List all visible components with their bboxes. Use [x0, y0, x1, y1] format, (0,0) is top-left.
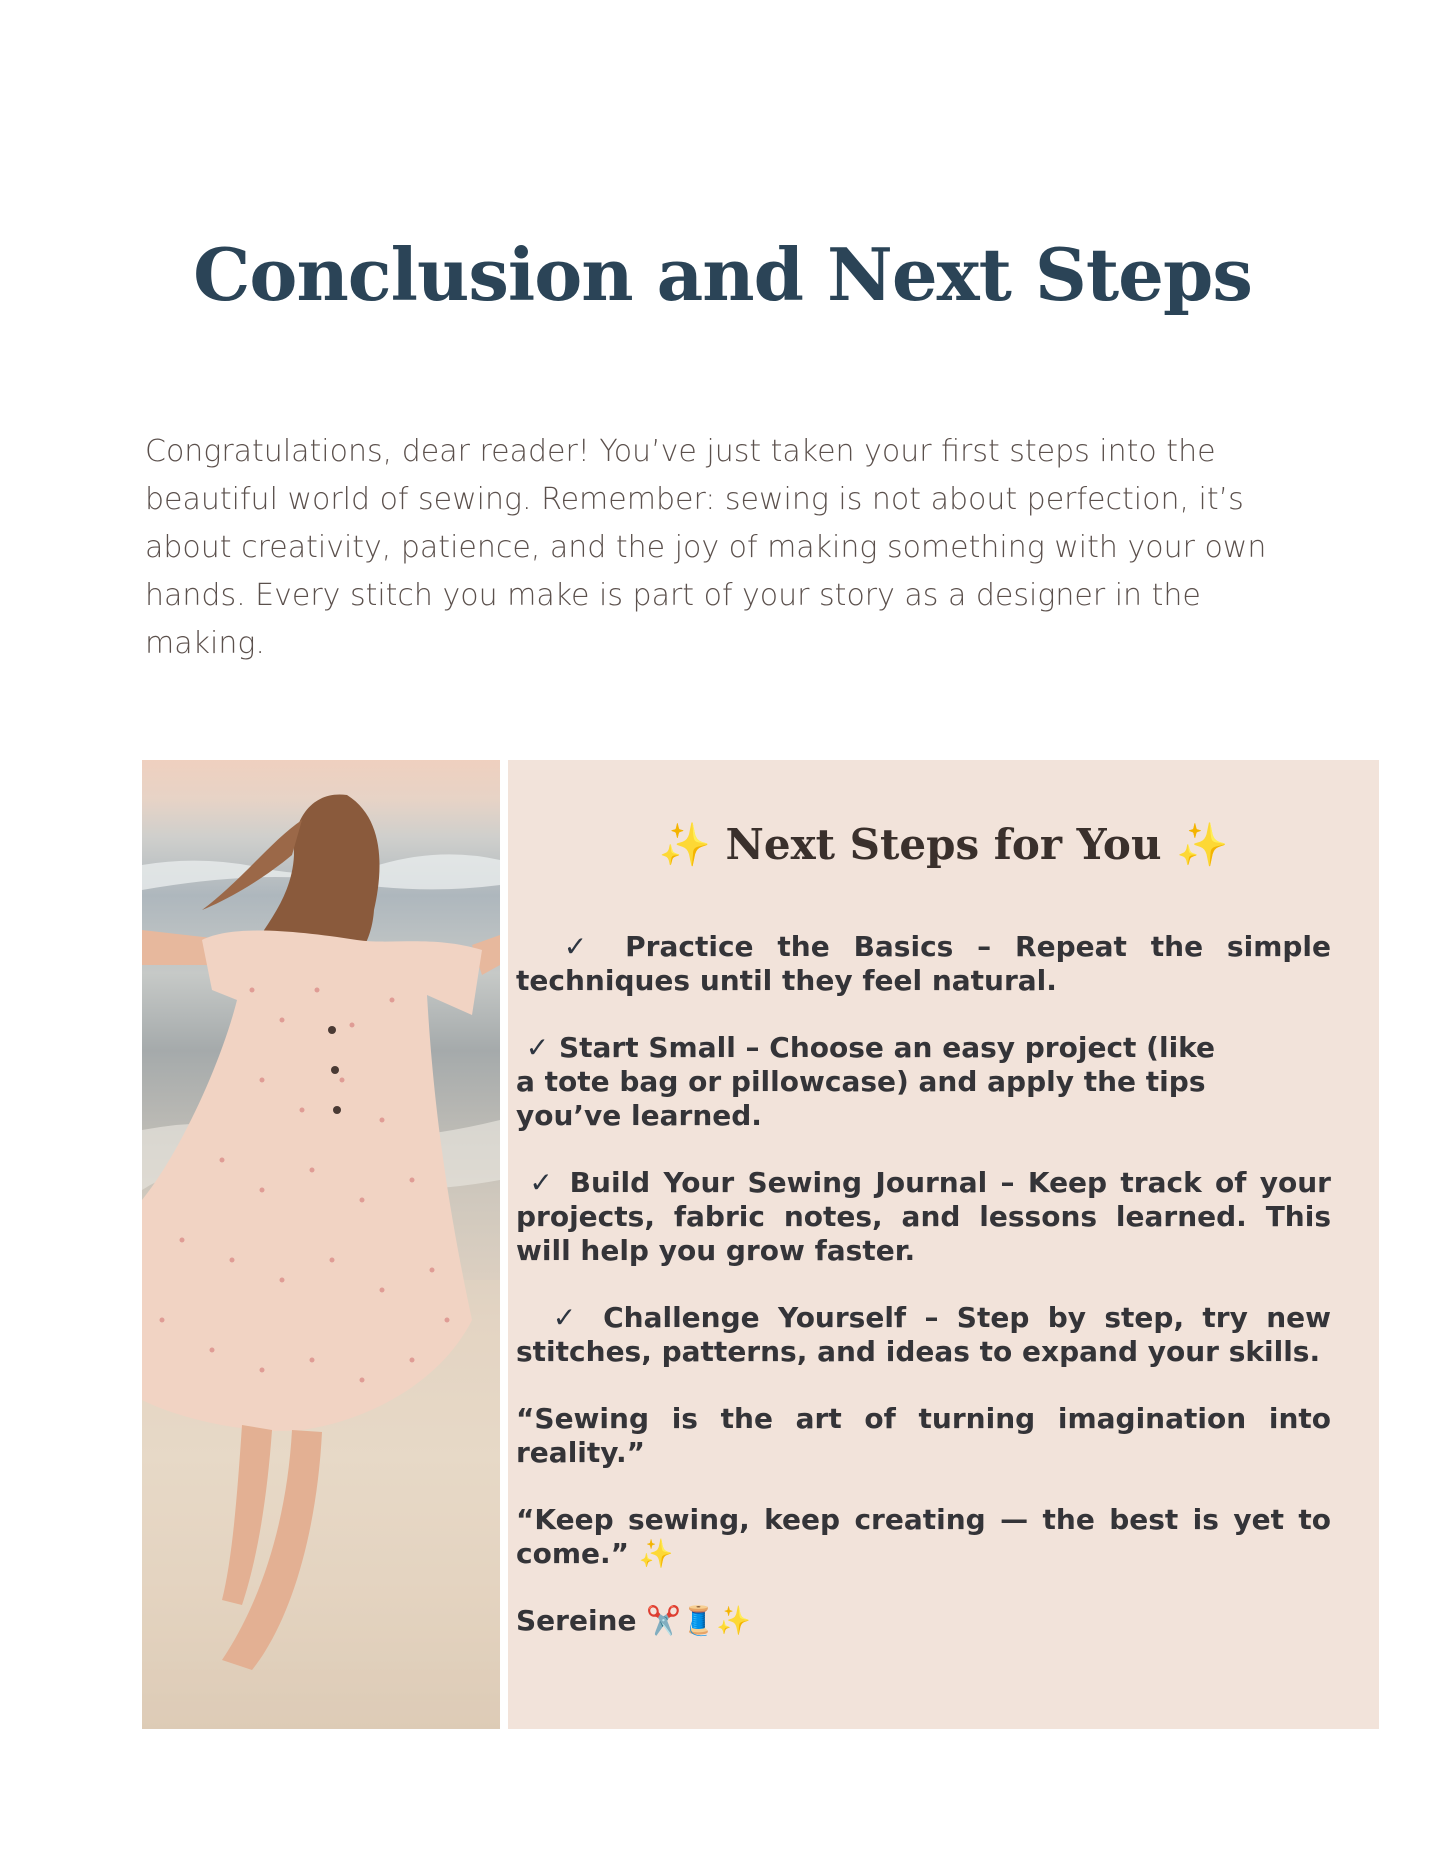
checkmark-icon: ✓ — [563, 930, 602, 963]
next-steps-heading-text: Next Steps for You — [725, 820, 1162, 869]
quote-keep-sewing: “Keep sewing, keep creating — the best is yet to come.” ✨ — [516, 1503, 1331, 1570]
signature: Sereine ✂️🧵✨ — [516, 1604, 751, 1637]
step-text: Practice the Basics – Repeat the simple techniques until they feel natural. — [516, 930, 1331, 997]
step-text: Challenge Yourself – Step by step, try new stitches, patterns, and ideas to expand your skills. — [516, 1301, 1332, 1368]
sparkles-icon: ✨ — [658, 820, 711, 869]
list-item — [516, 930, 1331, 998]
next-steps-heading — [508, 820, 1379, 870]
next-steps-list — [516, 930, 1331, 1671]
intro-paragraph: Congratulations, dear reader! You’ve just taken your first steps into the beautiful world of sewing. Remember: sewing is not about perfection, it’s about creativity, patience, and the joy of making something with your own hands. Every stitch you make is part of your story as a designer in the making. — [145, 434, 1267, 661]
list-item — [516, 1301, 1331, 1369]
next-steps-panel — [508, 760, 1379, 1729]
quote-imagination: “Sewing is the art of turning imagination into reality.” — [516, 1402, 1331, 1469]
checkmark-icon: ✓ — [525, 1031, 550, 1064]
checkmark-icon: ✓ — [529, 1166, 557, 1199]
woman-on-beach-photo — [142, 760, 500, 1729]
step-text: Start Small – Choose an easy project (like a tote bag or pillowcase) and apply the tips you’ve learned. — [516, 1031, 1216, 1132]
photo-illustration — [142, 760, 500, 1729]
sparkles-icon: ✨ — [1176, 820, 1229, 869]
list-item — [516, 1031, 1236, 1133]
page-title: Conclusion and Next Steps — [193, 232, 1252, 317]
list-item — [516, 1166, 1331, 1268]
step-text: Build Your Sewing Journal – Keep track of your projects, fabric notes, and lessons learned. This will help you grow faster. — [516, 1166, 1331, 1267]
checkmark-icon: ✓ — [552, 1301, 585, 1334]
